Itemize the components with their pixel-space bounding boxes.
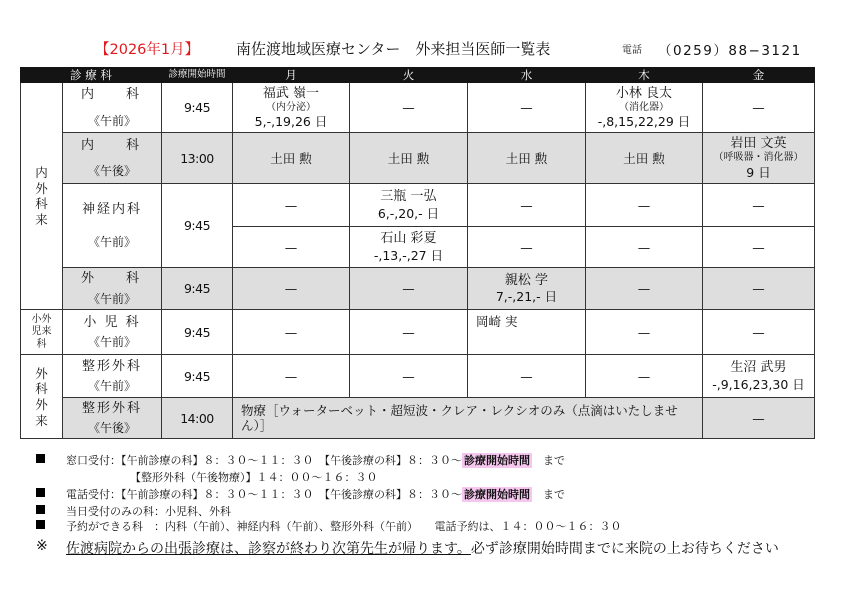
dept-label: 整形外科 (81, 358, 142, 374)
bullet-square-icon (36, 505, 45, 514)
cell-mon: — (233, 268, 350, 310)
cell-fri: — (703, 227, 815, 268)
cell-fri: — (703, 398, 815, 439)
dates: -,13,-,27 日 (373, 247, 444, 263)
cell-fri: — (703, 310, 815, 355)
notes-section (36, 452, 836, 535)
cell-mon: 土田 勲 (233, 133, 350, 184)
phone-label: 電話 (622, 45, 642, 56)
bullet-square-icon (36, 488, 45, 497)
dept-naika-pm: 内 科 《午後》 (63, 133, 162, 184)
schedule-table (20, 67, 815, 439)
note-text: 予約ができる科 ：内科（午前）、神経内科（午前）、整形外科（午前） 電話予約は、１４：００〜１６：３０ (66, 520, 622, 533)
header-thu: 木 (586, 68, 703, 83)
cell-tue: — (350, 83, 468, 133)
note-text-end: まで (543, 488, 565, 501)
cell-wed: 岡崎 実 (468, 310, 586, 355)
category-naigai-label: 内外科来 (35, 165, 48, 227)
start-time: 9:45 (162, 83, 233, 133)
session-label: 《午前》 (87, 379, 136, 393)
footer-text: 必ず診療開始時間までに来院の上お待ちください (470, 541, 779, 557)
cell-fri: — (703, 184, 815, 227)
cell-mon: — (233, 310, 350, 355)
cell-thu: — (586, 268, 703, 310)
category-geka (21, 355, 63, 439)
note-same-day (36, 503, 836, 518)
table-row-geka (21, 268, 815, 310)
cell-fri (703, 355, 815, 398)
page-title: 南佐渡地域医療センター 外来担当医師一覧表 (236, 40, 551, 58)
dept-seikei-pm (63, 398, 162, 439)
specialty: （呼吸器・消化器） (713, 152, 804, 164)
session-label: 《午前》 (87, 113, 136, 128)
category-shoni-label: 小外児来科 (31, 313, 52, 350)
asterisk-mark: ※ (36, 538, 48, 554)
start-time: 9:45 (162, 184, 233, 268)
bullet-square-icon (36, 520, 45, 529)
cell-tue: — (350, 268, 468, 310)
note-reservation (36, 518, 836, 535)
note-text-end: まで (543, 454, 565, 467)
category-geka-label: 外科外来 (35, 365, 48, 428)
schedule-month: 【2026年1月】 (95, 42, 200, 58)
doctor-name: 福武 嶺一 (262, 85, 320, 101)
session-label: 《午後》 (87, 421, 136, 435)
session-label: 《午前》 (87, 234, 136, 249)
footer-underlined-text: 佐渡病院からの出張診療は、診察が終わり次第先生が帰ります。 (66, 541, 471, 557)
specialty: （内分泌） (266, 101, 316, 113)
highlight-start-time: 診療開始時間 (464, 488, 530, 501)
doctor-name: 生沼 武男 (730, 360, 787, 376)
cell-wed: — (468, 184, 586, 227)
cell-mon-thu-physio: 物療［ウォーターベット・超短波・クレア・レクシオのみ（点滴はいたしません）］ (233, 398, 703, 439)
doctor-name: 石山 彩夏 (380, 231, 437, 247)
start-time: 13:00 (162, 133, 233, 184)
cell-thu: — (586, 184, 703, 227)
dept-shoni (63, 310, 162, 355)
phone-number: （0259）88−3121 (658, 43, 802, 59)
header-start-time: 診療開始時間 (162, 68, 233, 83)
cell-thu: 土田 勲 (586, 133, 703, 184)
note-text: 【整形外科（午後物療）】１４：００〜１６：３０ (130, 471, 378, 484)
cell-thu: — (586, 355, 703, 398)
doctor-name: 岩田 文英 (730, 136, 787, 152)
bullet-square-icon (36, 454, 45, 463)
table-row-naika-am (21, 83, 815, 133)
start-time: 9:45 (162, 355, 233, 398)
table-row-naika-pm (21, 133, 815, 184)
cell-mon: — (233, 227, 350, 268)
cell-wed: — (468, 83, 586, 133)
header-tue: 火 (350, 68, 468, 83)
cell-wed (468, 268, 586, 310)
dates: 9 日 (746, 164, 771, 180)
session-label: 《午前》 (87, 335, 136, 349)
note-counter-reception (36, 452, 836, 469)
doctor-name: 小林 良太 (615, 85, 673, 101)
dates: 6,-,20,- 日 (377, 205, 440, 221)
dept-label: 神経内科 (81, 202, 142, 218)
table-row-shinkei-a (21, 184, 815, 227)
cell-tue: 土田 勲 (350, 133, 468, 184)
dates: -,8,15,22,29 日 (597, 114, 691, 130)
dept-shinkei (63, 184, 162, 268)
note-phone-reception (36, 486, 836, 503)
cell-wed: — (468, 227, 586, 268)
highlight-start-time: 診療開始時間 (464, 454, 530, 467)
header-wed: 水 (468, 68, 586, 83)
dept-label: 整形外科 (81, 400, 142, 416)
cell-fri: — (703, 268, 815, 310)
note-text: 当日受付のみの科：小児科、外科 (66, 505, 231, 518)
start-time: 9:45 (162, 310, 233, 355)
category-naigai (21, 83, 63, 310)
note-counter-reception-ortho (36, 469, 836, 486)
cell-wed: 土田 勲 (468, 133, 586, 184)
cell-fri: — (703, 83, 815, 133)
cell-thu (586, 83, 703, 133)
page-header (0, 38, 842, 60)
header-dept: 診 療 科 (21, 68, 162, 83)
cell-mon (233, 83, 350, 133)
cell-tue (350, 227, 468, 268)
start-time: 14:00 (162, 398, 233, 439)
header-mon: 月 (233, 68, 350, 83)
cell-tue: — (350, 355, 468, 398)
cell-tue (350, 184, 468, 227)
table-row-seikei-pm (21, 398, 815, 439)
note-text: 電話受付：【午前診療の科】８：３０〜１１：３０ 【午後診療の科】８：３０〜 (66, 488, 462, 501)
dept-label: 小 児 科 (83, 314, 141, 330)
dates: -,9,16,23,30 日 (712, 376, 805, 392)
cell-mon: — (233, 355, 350, 398)
session-label: 《午前》 (87, 291, 136, 306)
session-label: 《午後》 (87, 164, 136, 178)
note-text: 窓口受付：【午前診療の科】８：３０〜１１：３０ 【午後診療の科】８：３０〜 (66, 454, 462, 467)
header-row (21, 68, 815, 83)
header-fri: 金 (703, 68, 815, 83)
dept-seikei-am (63, 355, 162, 398)
category-shoni (21, 310, 63, 355)
dates: 7,-,21,- 日 (495, 289, 558, 305)
cell-thu: — (586, 310, 703, 355)
dept-geka: 外 科 《午前》 (63, 268, 162, 310)
start-time: 9:45 (162, 268, 233, 310)
doctor-name: 親松 学 (504, 272, 549, 288)
dates: 5,-,19,26 日 (254, 114, 328, 130)
table-row-shoni (21, 310, 815, 355)
cell-wed: — (468, 355, 586, 398)
dept-naika-am: 内 科 《午前》 (63, 83, 162, 133)
cell-tue: — (350, 310, 468, 355)
doctor-name: 三瓶 一弘 (380, 189, 437, 205)
specialty: （消化器） (619, 101, 669, 113)
cell-fri (703, 133, 815, 184)
table-row-seikei-am (21, 355, 815, 398)
cell-thu: — (586, 227, 703, 268)
cell-mon: — (233, 184, 350, 227)
